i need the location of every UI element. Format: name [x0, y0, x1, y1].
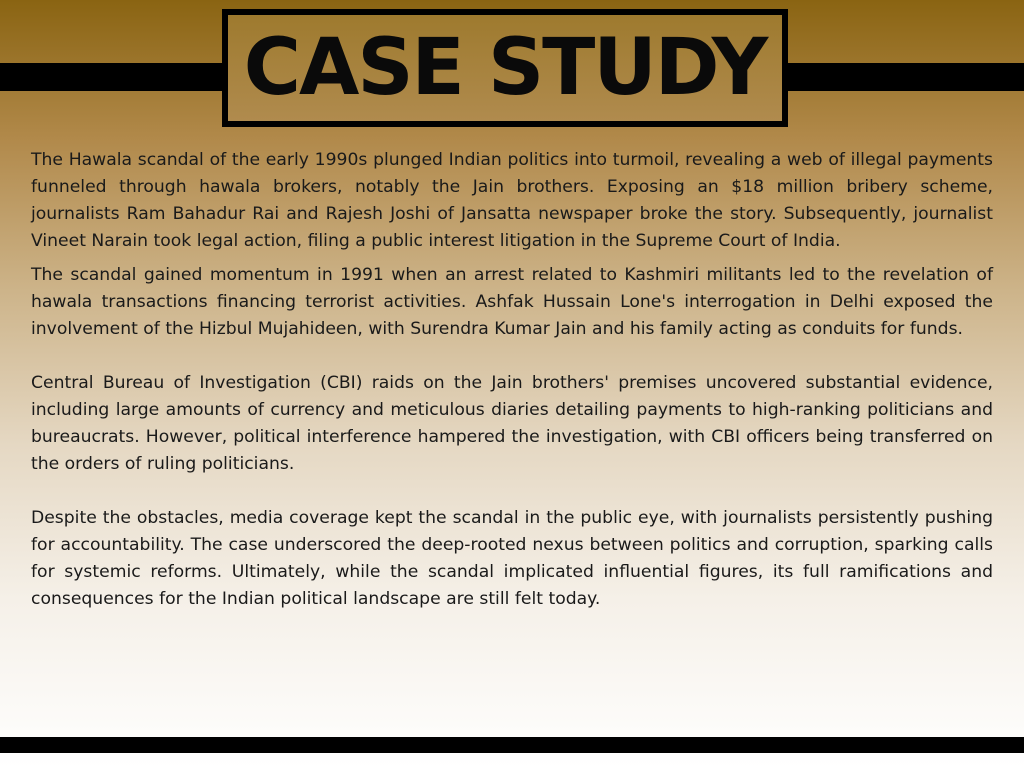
paragraph-intro: The Hawala scandal of the early 1990s plunged Indian politics into turmoil, revealing a web of illegal payments funneled through hawala brokers, notably the Jain brothers. Exposing an $18 million bribery scheme, journalists Ram Bahadur Rai and Rajesh Joshi of Jansatta newspaper broke the story. Subsequently, journalist Vineet Narain took legal action, filing a public interest litigation in the Supreme Court of India.	[31, 150, 993, 251]
page-title: CASE STUDY	[243, 23, 767, 113]
bottom-band	[0, 737, 1024, 753]
paragraph-momentum: The scandal gained momentum in 1991 when an arrest related to Kashmiri militants led to the revelation of hawala transactions financing terrorist activities. Ashfak Hussain Lone's interrogation in Delhi exposed the involvement of the Hizbul Mujahideen, with Surendra Kumar Jain and his family acting as conduits for funds.	[31, 265, 993, 339]
title-box	[222, 9, 788, 127]
paragraph-cbi-raids: Central Bureau of Investigation (CBI) raids on the Jain brothers' premises uncovered substantial evidence, including large amounts of currency and meticulous diaries detailing payments to high-ranking politicians and bureaucrats. However, political interference hampered the investigation, with CBI officers being transferred on the orders of ruling politicians.	[31, 373, 993, 474]
paragraph-conclusion: Despite the obstacles, media coverage kept the scandal in the public eye, with journalists persistently pushing for accountability. The case underscored the deep-rooted nexus between politics and corruption, sparking calls for systemic reforms. Ultimately, while the scandal implicated influential figures, its full ramifications and consequences for the Indian political landscape are still felt today.	[31, 508, 993, 609]
article-body	[31, 147, 993, 613]
